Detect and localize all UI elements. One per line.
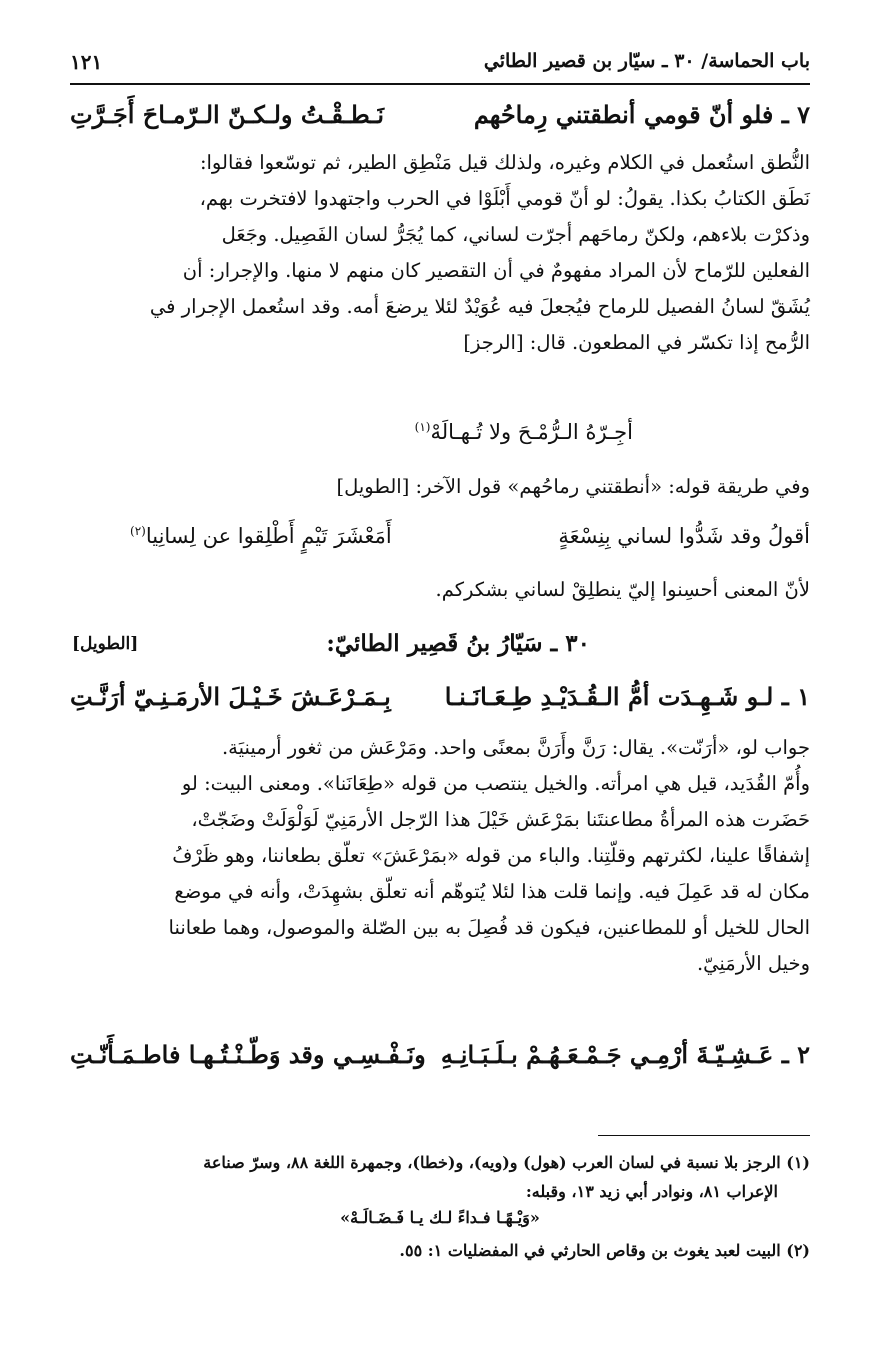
tawil-hemistich-2-wrap	[130, 524, 392, 548]
page-header	[70, 50, 810, 84]
commentary-line: وأُمّ القُدَيد، قيل هي امرأته. والخيل ينتصب من قوله «طِعَانَنا». ومعنى البيت: لو	[181, 772, 810, 795]
commentary-line: الفعلين للرّماح لأن المراد مفهومٌ في أن التقصير كان منهم لا منها. والإجرار: أن	[182, 259, 810, 282]
commentary-line: مكان له قد عَمِلَ فيه. وإنما قلت هذا لئلا يُتوهّم أنه تعلّق بشهِدَتْ، وأنه في موضع	[174, 880, 810, 903]
verse-2	[70, 1040, 810, 1080]
verse-2-hemistich-2: ونَـفْـسِـي وقد وَطّـنْـتُـهـا فاطـمَـأَنّـتِ	[70, 1040, 426, 1069]
footnotes	[70, 1148, 810, 1206]
verse-7-hemistich-1: ٧ ـ فلو أنّ قومي أنطقتني رِماحُهم	[473, 100, 810, 129]
page-number: ١٢١	[70, 50, 103, 74]
verse-1	[70, 682, 810, 722]
commentary-line: إشفاقًا علينا، لكثرتهم وقلّتِنا. والباء من قوله «بمَرْعَشَ» تعلّق بطعاننا، وهو ظَرْفُ	[172, 844, 810, 867]
section-meter: [الطويل]	[72, 634, 139, 654]
verse-1-hemistich-2: بِـمَـرْعَـشَ خَـيْـلَ الأرمَـنِـيّ أرَنَّـتِ	[70, 682, 391, 711]
rajaz-line: أجِـرّهُ الـرُّمْـحَ ولا تُـهـالَهْ	[430, 420, 633, 444]
commentary-line: نَطَق الكتابُ بكذا. يقولُ: لو أنّ قومي أَبْلَوْا في الحرب واجتهدوا لافتخرت بهم،	[199, 187, 810, 210]
footnote-rule	[598, 1135, 810, 1136]
commentary-line: يُشَقّ لسانُ الفصيل للرماح فيُجعلَ فيه عُوَيْدٌ لئلا يرضعَ أمه. وقد استُعمل الإجرار في	[149, 295, 810, 318]
tawil-hemistich-1: أقولُ وقد شَدُّوا لساني بِنِسْعَةٍ	[558, 524, 810, 548]
commentary-line: وذكرْت بلاءهم، ولكنّ رماحَهم أجرّت لساني، كما يُجَرُّ لسان الفَصِيل. وجَعَل	[221, 223, 810, 246]
tawil-verse	[130, 524, 810, 564]
footnote-ref-1: (١)	[414, 420, 431, 434]
commentary-verse-7	[70, 145, 810, 361]
commentary-line: النُّطق استُعمل في الكلام وغيره، ولذلك قيل مَنْطِق الطير، ثم توسّعوا فقالوا:	[199, 151, 810, 174]
footnote-ref-2: (٢)	[130, 524, 146, 538]
tawil-hemistich-2: أَمَعْشَرَ تَيْمٍ أَطْلِقوا عن لِسانِيا	[145, 524, 392, 548]
footnote-1-line-2: الإعراب ٨١، ونوادر أبي زيد ١٣، وقبله:	[525, 1182, 778, 1201]
commentary-line: الحال للخيل أو للمطاعنين، فيكون قد فُصِلَ به بين الصّلة والموصول، وهما طعاننا	[168, 916, 810, 939]
commentary-line: وخيل الأرمَنِيّ.	[696, 952, 810, 975]
verse-7-hemistich-2: نَـطـقْـتُ ولـكـنّ الـرّمـاحَ أَجَـرَّتِ	[70, 100, 385, 129]
footnote-1-quote: «وَيْـهًـا فـداءً لـك يـا فَـضَـالَـهْ»	[340, 1208, 540, 1227]
meaning-line: لأنّ المعنى أحسِنوا إليّ ينطلِقْ لساني بشكركم.	[435, 578, 810, 601]
intro-line: وفي طريقة قوله: «أنطقتني رماحُهم» قول الآخر: [الطويل]	[336, 475, 810, 498]
footnote-2: (٢) البيت لعبد يغوث بن وقاص الحارثي في المفضليات ١: ٥٥.	[399, 1241, 810, 1260]
commentary-line: حَضَرت هذه المرأةُ مطاعنتَنا بمَرْعَش خَيْلَ هذا الرّجل الأرمَنِيّ لَوَلْوَلَتْ وضَجّتْ،	[191, 808, 810, 831]
verse-1-hemistich-1: ١ ـ لـو شَـهِـدَت أمُّ الـقُـدَيْـدِ طِـعَـانَـنـا	[444, 682, 810, 711]
running-title: باب الحماسة/ ٣٠ ـ سيّار بن قصير الطائي	[483, 50, 810, 72]
header-rule	[70, 83, 810, 85]
rajaz-quote	[415, 420, 633, 444]
section-heading	[70, 628, 810, 670]
verse-2-hemistich-1: ٢ ـ عَـشِـيّـةَ أرْمِـي جَـمْـعَـهُـمْ بـلَـبَـانِـهِ	[440, 1040, 810, 1069]
commentary-line: الرُّمح إذا تكسّر في المطعون. قال: [الرجز]	[463, 331, 810, 354]
commentary-line: جواب لو، «أرَنّت». يقال: رَنَّ وأَرَنَّ بمعنًى واحد. ومَرْعَش من ثغور أرمينيَة.	[221, 736, 810, 759]
section-title: ٣٠ ـ سَيّارُ بنُ قَصِير الطائيّ:	[326, 630, 590, 657]
footnote-1-line-1: (١) الرجز بلا نسبة في لسان العرب (هول) و(ويه)، و(خطا)، وجمهرة اللغة ٨٨، وسرّ صناعة	[203, 1153, 810, 1172]
commentary-verse-1	[70, 730, 810, 982]
verse-7	[70, 100, 810, 140]
